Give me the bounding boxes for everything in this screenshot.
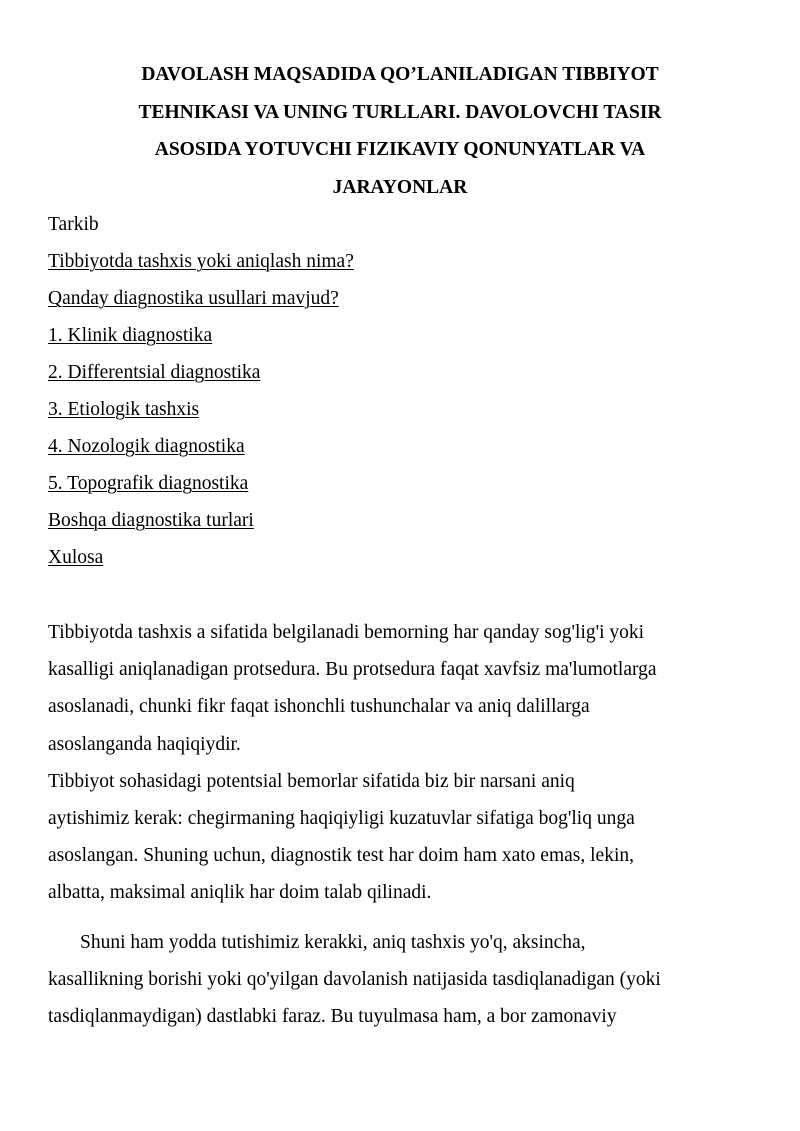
toc-item [48,391,752,428]
body-paragraph-2 [48,763,752,912]
toc-item [48,539,752,576]
toc-link-what-is-diagnosis[interactable]: Tibbiyotda tashxis yoki aniqlash nima? [48,251,354,272]
body-paragraph-3 [48,924,752,1036]
paragraph-line: tasdiqlanmaydigan) dastlabki faraz. Bu tuyulmasa ham, a bor zamonaviy [48,1006,617,1028]
title-line: JARAYONLAR [332,176,468,198]
toc-link-diagnostic-methods[interactable]: Qanday diagnostika usullari mavjud? [48,288,339,309]
toc-item [48,354,752,391]
toc-item [48,317,752,354]
paragraph-line: kasalligi aniqlanadigan protsedura. Bu protsedura faqat xavfsiz ma'lumotlarga [48,659,657,681]
paragraph-line: albatta, maksimal aniqlik har doim talab qilinadi. [48,882,432,904]
paragraph-line: Tibbiyotda tashxis a sifatida belgilanadi bemorning har qanday sog'lig'i yoki [48,622,645,643]
paragraph-line: asoslanganda haqiqiydir. [48,733,241,755]
toc-link-clinical-diagnostics[interactable]: 1. Klinik diagnostika [48,325,213,346]
toc-heading: Tarkib [48,214,99,235]
toc-item [48,428,752,465]
toc-item [48,280,752,317]
toc-item [48,465,752,502]
section-spacer [48,576,752,614]
paragraph-line: Shuni ham yodda tutishimiz kerakki, aniq tashxis yo'q, aksincha, [80,931,586,953]
title-line: ASOSIDA YOTUVCHI FIZIKAVIY QONUNYATLAR VA [154,139,646,160]
toc-link-topographic-diagnostics[interactable]: 5. Topografik diagnostika [48,473,249,494]
paragraph-line: kasallikning borishi yoki qo'yilgan davolanish natijasida tasdiqlanadigan (yoki [48,968,661,990]
toc-link-conclusion[interactable]: Xulosa [48,547,104,568]
toc-link-etiologic-diagnosis[interactable]: 3. Etiologik tashxis [48,399,200,420]
toc-item [48,502,752,539]
paragraph-line: Tibbiyot sohasidagi potentsial bemorlar sifatida biz bir narsani aniq [48,770,575,792]
body-paragraph-1 [48,614,752,763]
title-line: DAVOLASH MAQSADIDA QO’LANILADIGAN TIBBIYOT [141,64,659,85]
toc-link-nosologic-diagnostics[interactable]: 4. Nozologik diagnostika [48,436,245,457]
table-of-contents [48,243,752,576]
paragraph-line: asoslangan. Shuning uchun, diagnostik test har doim ham xato emas, lekin, [48,845,634,867]
toc-link-differential-diagnostics[interactable]: 2. Differentsial diagnostika [48,362,261,383]
paragraph-line: aytishimiz kerak: chegirmaning haqiqiyligi kuzatuvlar sifatiga bog'liq unga [48,808,635,830]
title-line: TEHNIKASI VA UNING TURLLARI. DAVOLOVCHI TASIR [138,101,662,123]
toc-link-other-diagnostics[interactable]: Boshqa diagnostika turlari [48,510,254,531]
document-title [48,56,752,206]
paragraph-line: asoslanadi, chunki fikr faqat ishonchli tushunchalar va aniq dalillarga [48,696,590,718]
toc-item [48,243,752,280]
